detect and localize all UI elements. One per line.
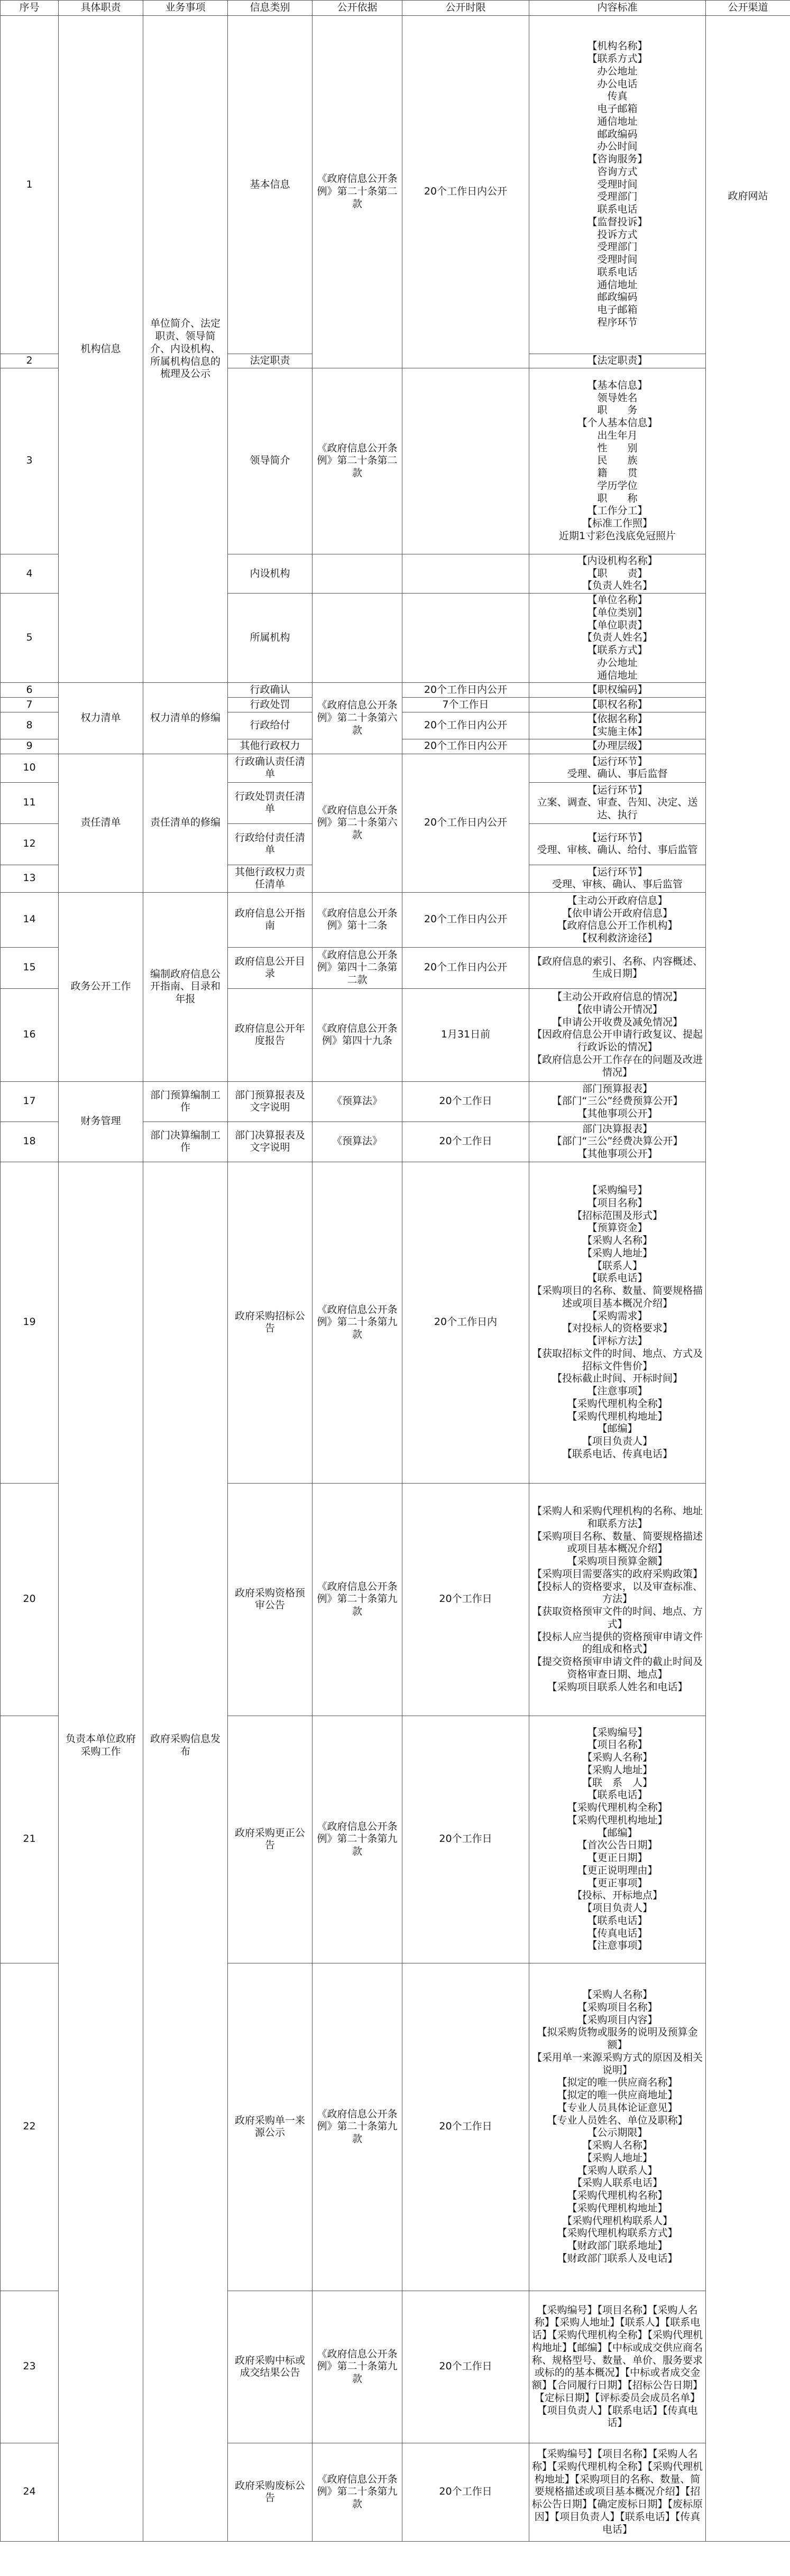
header-row xyxy=(1,1,790,16)
category-cell: 所属机构 xyxy=(228,594,313,683)
row-number: 17 xyxy=(1,1081,59,1122)
row-number: 24 xyxy=(1,2443,59,2541)
standard-line: 程序环节 xyxy=(597,316,638,328)
standard-line: 【采购人联系人】 xyxy=(577,2164,658,2176)
standard-line: 【获取资格预审文件的时间、地点、方式】 xyxy=(531,1606,703,1630)
row-number: 23 xyxy=(1,2291,59,2443)
standard-cell xyxy=(529,1081,706,1122)
standard-line: 通信地址 xyxy=(597,115,638,127)
standard-line: 【采购代理机构全称】 xyxy=(567,1802,668,1813)
standard-line: 立案、调查、审查、告知、决定、送达、执行 xyxy=(537,796,698,821)
standard-line: 部门预算报表】 xyxy=(582,1082,653,1095)
table-row xyxy=(1,683,790,698)
business-cell: 单位简介、法定职责、领导简介、内设机构、所属机构信息的梳理及公示 xyxy=(143,16,228,683)
basis-cell: 《政府信息公开条例》第二十条第九款 xyxy=(313,2291,402,2443)
standard-line: 受理部门 xyxy=(597,241,638,253)
row-number: 21 xyxy=(1,1716,59,1963)
standard-line: 【联系电话】 xyxy=(587,1789,648,1801)
standard-cell xyxy=(529,1483,706,1716)
deadline-cell: 20个工作日 xyxy=(402,1081,529,1122)
deadline-cell: 20个工作日 xyxy=(402,1483,529,1716)
category-cell: 行政确认责任清单 xyxy=(228,754,313,782)
standard-line: 【投标人应当提供的资格预审申请文件的组成和格式】 xyxy=(531,1630,703,1655)
row-number: 2 xyxy=(1,354,59,368)
standard-line: 【工作分工】 xyxy=(587,505,648,517)
standard-line: 【财政部门联系人及电话】 xyxy=(557,2252,678,2264)
standard-line: 办公地址 xyxy=(597,65,638,77)
standard-line: 办公时间 xyxy=(597,141,638,153)
standard-line: 【个人基本信息】 xyxy=(577,417,658,429)
row-number: 7 xyxy=(1,698,59,712)
standard-line: 【采购人名称】 xyxy=(582,1752,653,1763)
header-duty: 具体职责 xyxy=(59,1,143,16)
standard-line: 【单位类别】 xyxy=(587,606,648,618)
standard-line: 出生年月 xyxy=(597,429,638,441)
category-cell: 行政给付 xyxy=(228,712,313,739)
category-cell: 行政处罚责任清单 xyxy=(228,782,313,823)
duty-cell: 机构信息 xyxy=(59,16,143,683)
standard-line: 【采购人地址】 xyxy=(582,1764,653,1776)
standard-line: 【因政府信息公开申请行政复议、提起行政诉讼的情况】 xyxy=(531,1028,703,1053)
standard-line: 办公地址 xyxy=(597,656,638,669)
standard-cell xyxy=(529,354,706,368)
deadline-cell: 20个工作日内 xyxy=(402,1162,529,1483)
standard-line: 【单位名称】 xyxy=(587,594,648,606)
standard-line: 【职权名称】 xyxy=(587,698,648,710)
basis-cell: 《政府信息公开条例》第二十条第六款 xyxy=(313,683,402,754)
standard-line: 【传真电话】 xyxy=(587,1927,648,1939)
standard-line: 【公示期限】 xyxy=(587,2127,648,2139)
header-business: 业务事项 xyxy=(143,1,228,16)
row-number: 4 xyxy=(1,554,59,593)
basis-cell: 《政府信息公开条例》第四十二条第二款 xyxy=(313,947,402,988)
category-cell: 其他行政权力 xyxy=(228,739,313,754)
standard-line: 【投标人的资格要求，以及审查标准、方法】 xyxy=(531,1580,703,1605)
standard-cell xyxy=(529,754,706,782)
standard-cell xyxy=(529,739,706,754)
standard-line: 受理、审核、确认、事后监管 xyxy=(552,878,683,891)
basis-cell: 《预算法》 xyxy=(313,1081,402,1122)
row-number: 5 xyxy=(1,594,59,683)
standard-line: 电子邮箱 xyxy=(597,103,638,115)
standard-line: 【监督投诉】 xyxy=(587,216,648,228)
standard-line: 【采购项目预算金额】 xyxy=(567,1555,668,1568)
standard-line: 受理、确认、事后监督 xyxy=(567,768,668,780)
standard-line: 【依据名称】 xyxy=(587,713,648,725)
standard-line: 【采购项目内容】 xyxy=(577,2014,658,2026)
standard-line: 【负责人姓名】 xyxy=(582,632,653,644)
basis-cell: 《政府信息公开条例》第二十条第九款 xyxy=(313,1162,402,1483)
standard-line: 【部门“三公”经费决算公开】 xyxy=(552,1135,683,1147)
standard-cell xyxy=(529,782,706,823)
category-cell: 行政给付责任清单 xyxy=(228,823,313,865)
standard-cell xyxy=(529,698,706,712)
duty-cell: 负责本单位政府采购工作 xyxy=(59,1162,143,2541)
header-deadline: 公开时限 xyxy=(402,1,529,16)
standard-line: 受理时间 xyxy=(597,254,638,266)
standard-line: 联系电话 xyxy=(597,203,638,216)
standard-line: 【联 系 人】 xyxy=(582,1776,653,1789)
row-number: 19 xyxy=(1,1162,59,1483)
standard-line: 受理部门 xyxy=(597,191,638,203)
basis-cell xyxy=(313,554,402,593)
standard-line: 【其他事项公开】 xyxy=(577,1108,658,1120)
standard-cell xyxy=(529,712,706,739)
standard-line: 联系电话 xyxy=(597,266,638,278)
deadline-cell: 20个工作日 xyxy=(402,1716,529,1963)
standard-line: 【采购编号】【项目名称】【采购人名称】【采购人地址】【联系人】【联系电话】【采购代理机构全称】【采购代理机构地址】【邮编】【中标或成交供应商名称、规格型号、数量、单价、服务要求或标的的基本概况】【中标或者成交金额】【合同履行日期】【招标公告日期】【定标日期】【评标委员会成员名单】【项目负责人】【联系电话】【传真电话】 xyxy=(531,2304,703,2429)
standard-line: 籍 贯 xyxy=(597,467,638,479)
standard-line: 【申请公开收费及减免情况】 xyxy=(552,1016,683,1028)
standard-line: 【采购代理机构名称】 xyxy=(567,2190,668,2201)
standard-cell xyxy=(529,368,706,554)
category-cell: 部门决算报表及文字说明 xyxy=(228,1122,313,1162)
standard-line: 【采购项目需要落实的政府采购政策】 xyxy=(531,1568,703,1580)
standard-line: 受理时间 xyxy=(597,178,638,190)
standard-cell xyxy=(529,1716,706,1963)
deadline-cell: 7个工作日 xyxy=(402,698,529,712)
business-cell: 责任清单的修编 xyxy=(143,754,228,892)
standard-cell xyxy=(529,1122,706,1162)
deadline-cell xyxy=(402,554,529,593)
duty-cell: 责任清单 xyxy=(59,754,143,892)
standard-line: 【项目名称】 xyxy=(587,1197,648,1209)
standard-line: 【拟定的唯一供应商地址】 xyxy=(557,2089,678,2101)
category-cell: 政府采购中标或成交结果公告 xyxy=(228,2291,313,2443)
standard-cell xyxy=(529,823,706,865)
standard-line: 【更正事项】 xyxy=(587,1877,648,1889)
deadline-cell: 20个工作日 xyxy=(402,1963,529,2291)
standard-line: 【邮编】 xyxy=(597,1423,638,1435)
standard-cell xyxy=(529,16,706,354)
header-index: 序号 xyxy=(1,1,59,16)
standard-line: 【依申请公开情况】 xyxy=(572,1003,663,1015)
standard-line: 【联系人】 xyxy=(592,1259,642,1272)
standard-line: 通信地址 xyxy=(597,669,638,681)
standard-line: 【采购人名称】 xyxy=(582,1235,653,1246)
standard-line: 【机构名称】 xyxy=(587,40,648,52)
deadline-cell: 1月31日前 xyxy=(402,988,529,1081)
header-basis: 公开依据 xyxy=(313,1,402,16)
standard-line: 【项目名称】 xyxy=(587,1739,648,1751)
standard-line: 【采购代理机构联系方式】 xyxy=(557,2227,678,2239)
deadline-cell: 20个工作日 xyxy=(402,1122,529,1162)
deadline-cell: 20个工作日内公开 xyxy=(402,947,529,988)
row-number: 15 xyxy=(1,947,59,988)
category-cell: 政府采购废标公告 xyxy=(228,2443,313,2541)
header-standard: 内容标准 xyxy=(529,1,706,16)
standard-line: 【采购项目名称、数量、简要规格描述或项目基本概况介绍】 xyxy=(531,1530,703,1555)
standard-line: 【对投标人的资格要求】 xyxy=(562,1322,673,1335)
standard-line: 职 称 xyxy=(597,492,638,504)
standard-line: 【负责人姓名】 xyxy=(582,580,653,592)
standard-line: 传真 xyxy=(607,90,628,103)
standard-line: 受理、审核、确认、给付、事后监管 xyxy=(537,844,698,856)
standard-line: 【提交资格预审申请文件的截止时间及资格审查日期、地点】 xyxy=(531,1656,703,1680)
row-number: 22 xyxy=(1,1963,59,2291)
standard-line: 邮政编码 xyxy=(597,291,638,303)
standard-cell xyxy=(529,1963,706,2291)
standard-cell xyxy=(529,2443,706,2541)
standard-line: 【评标方法】 xyxy=(587,1335,648,1347)
standard-line: 【采购代理机构全称】 xyxy=(567,1397,668,1410)
row-number: 18 xyxy=(1,1122,59,1162)
deadline-cell: 20个工作日 xyxy=(402,2291,529,2443)
standard-line: 【实施主体】 xyxy=(587,726,648,737)
standard-line: 【项目负责人】 xyxy=(582,1902,653,1914)
basis-cell: 《政府信息公开条例》第十二条 xyxy=(313,892,402,947)
deadline-cell: 20个工作日内公开 xyxy=(402,16,529,368)
row-number: 16 xyxy=(1,988,59,1081)
standard-line: 【职权编码】 xyxy=(587,683,648,696)
deadline-cell: 20个工作日内公开 xyxy=(402,892,529,947)
category-cell: 法定职责 xyxy=(228,354,313,368)
standard-line: 【采购代理机构地址】 xyxy=(567,2202,668,2214)
business-cell: 编制政府信息公开指南、目录和年报 xyxy=(143,892,228,1081)
standard-line: 【预算资金】 xyxy=(587,1222,648,1234)
basis-cell: 《政府信息公开条例》第四十九条 xyxy=(313,988,402,1081)
basis-cell: 《政府信息公开条例》第二十条第九款 xyxy=(313,2443,402,2541)
row-number: 20 xyxy=(1,1483,59,1716)
standard-line: 【单位职责】 xyxy=(587,619,648,631)
standard-line: 【专业人员具体论证意见】 xyxy=(557,2101,678,2114)
business-cell: 部门决算编制工作 xyxy=(143,1122,228,1162)
standard-line: 【运行环节】 xyxy=(587,755,648,767)
basis-cell: 《政府信息公开条例》第二十条第二款 xyxy=(313,16,402,368)
standard-line: 【采购代理机构地址】 xyxy=(567,1410,668,1422)
standard-line: 【职 责】 xyxy=(587,567,648,579)
standard-line: 【拟采购货物或服务的说明及预算金额】 xyxy=(537,2026,698,2051)
standard-line: 【采购需求】 xyxy=(587,1310,648,1322)
duty-cell: 政务公开工作 xyxy=(59,892,143,1081)
standard-line: 【主动公开政府信息的情况】 xyxy=(552,991,683,1003)
standard-line: 【依申请公开政府信息】 xyxy=(562,907,673,919)
row-number: 6 xyxy=(1,683,59,698)
standard-cell xyxy=(529,1162,706,1483)
standard-line: 【采购项目名称】 xyxy=(577,2001,658,2013)
row-number: 3 xyxy=(1,368,59,554)
table-row xyxy=(1,16,790,354)
standard-line: 【专业人员姓名、单位及职称】 xyxy=(547,2114,688,2126)
deadline-cell xyxy=(402,594,529,683)
standard-line: 【首次公告日期】 xyxy=(577,1839,658,1851)
standard-line: 【更正说明理由】 xyxy=(577,1864,658,1876)
standard-line: 【联系电话】 xyxy=(587,1272,648,1284)
standard-line: 【法定职责】 xyxy=(587,355,648,366)
standard-line: 【采购项目的名称、数量、简要规格描述或项目基本概况介绍】 xyxy=(531,1285,703,1309)
standard-line: 【投标截止时间、开标时间】 xyxy=(552,1373,683,1385)
standard-line: 【基本信息】 xyxy=(587,379,648,391)
standard-line: 【政府信息公开工作机构】 xyxy=(557,920,678,932)
standard-line: 【联系电话】 xyxy=(587,1914,648,1926)
standard-line: 【采购编号】 xyxy=(587,1184,648,1196)
category-cell: 政府采购更正公告 xyxy=(228,1716,313,1963)
row-number: 1 xyxy=(1,16,59,354)
business-cell: 权力清单的修编 xyxy=(143,683,228,754)
basis-cell: 《预算法》 xyxy=(313,1122,402,1162)
category-cell: 行政确认 xyxy=(228,683,313,698)
deadline-cell: 20个工作日内公开 xyxy=(402,683,529,698)
standard-line: 性 别 xyxy=(597,442,638,454)
standard-line: 【招标范围及形式】 xyxy=(572,1209,663,1221)
standard-line: 部门决算报表】 xyxy=(582,1123,653,1135)
standard-line: 【联系方式】 xyxy=(587,644,648,656)
standard-line: 【采购人地址】 xyxy=(582,1247,653,1259)
standard-line: 投诉方式 xyxy=(597,228,638,240)
row-number: 9 xyxy=(1,739,59,754)
deadline-cell: 20个工作日内公开 xyxy=(402,739,529,754)
category-cell: 政府采购招标公告 xyxy=(228,1162,313,1483)
deadline-cell: 20个工作日 xyxy=(402,2443,529,2541)
category-cell: 政府采购单一来源公示 xyxy=(228,1963,313,2291)
standard-line: 电子邮箱 xyxy=(597,304,638,316)
table-row xyxy=(1,754,790,782)
standard-cell xyxy=(529,865,706,892)
standard-line: 【标准工作照】 xyxy=(582,517,653,530)
standard-line: 【其他事项公开】 xyxy=(577,1148,658,1160)
standard-line: 【运行环节】 xyxy=(587,831,648,844)
standard-line: 【更正日期】 xyxy=(587,1852,648,1864)
table-row xyxy=(1,892,790,947)
standard-cell xyxy=(529,947,706,988)
row-number: 14 xyxy=(1,892,59,947)
standard-line: 【采购项目联系人姓名和电话】 xyxy=(547,1681,688,1693)
standard-line: 【政府信息的索引、名称、内容概述、生成日期】 xyxy=(531,955,703,980)
row-number: 12 xyxy=(1,823,59,865)
standard-line: 【内设机构名称】 xyxy=(577,554,658,567)
standard-line: 通信地址 xyxy=(597,279,638,291)
basis-cell xyxy=(313,594,402,683)
standard-line: 【注意事项】 xyxy=(587,1940,648,1952)
standard-line: 【拟定的唯一供应商名称】 xyxy=(557,2077,678,2089)
standard-line: 【获取招标文件的时间、地点、方式及招标文件售价】 xyxy=(531,1347,703,1372)
category-cell: 政府信息公开指南 xyxy=(228,892,313,947)
duty-cell: 财务管理 xyxy=(59,1081,143,1162)
category-cell: 其他行政权力责任清单 xyxy=(228,865,313,892)
standard-line: 【政府信息公开工作存在的问题及改进情况】 xyxy=(531,1053,703,1078)
standard-line: 邮政编码 xyxy=(597,128,638,140)
business-cell: 部门预算编制工作 xyxy=(143,1081,228,1122)
deadline-cell: 20个工作日内公开 xyxy=(402,712,529,739)
category-cell: 政府信息公开年度报告 xyxy=(228,988,313,1081)
standard-line: 【采用单一来源采购方式的原因及相关说明】 xyxy=(531,2051,703,2076)
standard-cell xyxy=(529,594,706,683)
standard-line: 【采购人名称】 xyxy=(582,2139,653,2151)
row-number: 8 xyxy=(1,712,59,739)
row-number: 10 xyxy=(1,754,59,782)
standard-cell xyxy=(529,683,706,698)
deadline-cell xyxy=(402,368,529,554)
row-number: 13 xyxy=(1,865,59,892)
standard-cell xyxy=(529,554,706,593)
standard-cell xyxy=(529,2291,706,2443)
standard-line: 【运行环节】 xyxy=(587,784,648,796)
table-row xyxy=(1,1162,790,1483)
duty-cell: 权力清单 xyxy=(59,683,143,754)
channel-cell: 政府网站 xyxy=(706,16,790,2542)
standard-line: 【采购人和采购代理机构的名称、地址和联系方法】 xyxy=(531,1505,703,1530)
standard-line: 【采购编号】 xyxy=(587,1726,648,1738)
standard-line: 【采购人地址】 xyxy=(582,2152,653,2164)
standard-line: 近期1寸彩色浅底免冠照片 xyxy=(558,530,676,542)
standard-line: 【办理层级】 xyxy=(587,740,648,752)
basis-cell: 《政府信息公开条例》第二十条第九款 xyxy=(313,1716,402,1963)
standard-line: 【主动公开政府信息】 xyxy=(567,894,668,906)
standard-line: 【运行环节】 xyxy=(587,866,648,878)
category-cell: 行政处罚 xyxy=(228,698,313,712)
basis-cell: 《政府信息公开条例》第二十条第九款 xyxy=(313,1963,402,2291)
basis-cell: 《政府信息公开条例》第二十条第二款 xyxy=(313,368,402,554)
standard-line: 【项目负责人】 xyxy=(582,1435,653,1447)
standard-line: 【采购编号】【项目名称】【采购人名称】【采购代理机构全称】【采购代理机构地址】【采购项目的名称、数量、简要规格描述或项目基本概况介绍】【招标公告日期】【确定废标日期】【废标原因】【项目负责人】【联系电话】【传真电话】 xyxy=(531,2448,703,2535)
header-category: 信息类别 xyxy=(228,1,313,16)
standard-line: 【投标、开标地点】 xyxy=(572,1889,663,1902)
standard-line: 【采购代理机构联系人】 xyxy=(562,2214,673,2227)
standard-line: 咨询方式 xyxy=(597,165,638,178)
standard-line: 【采购代理机构地址】 xyxy=(567,1814,668,1826)
table-row xyxy=(1,1081,790,1122)
standard-cell xyxy=(529,988,706,1081)
category-cell: 政府信息公开目录 xyxy=(228,947,313,988)
standard-line: 【联系方式】 xyxy=(587,53,648,65)
standard-line: 学历学位 xyxy=(597,479,638,492)
standard-line: 【联系电话、传真电话】 xyxy=(562,1448,673,1460)
category-cell: 内设机构 xyxy=(228,554,313,593)
standard-line: 【注意事项】 xyxy=(587,1385,648,1397)
basis-cell: 《政府信息公开条例》第二十条第九款 xyxy=(313,1483,402,1716)
category-cell: 领导简介 xyxy=(228,368,313,554)
standard-line: 【权利救济途径】 xyxy=(577,932,658,944)
business-cell: 政府采购信息发布 xyxy=(143,1162,228,2541)
standard-line: 【部门“三公”经费预算公开】 xyxy=(552,1095,683,1107)
category-cell: 部门预算报表及文字说明 xyxy=(228,1081,313,1122)
standard-line: 职 务 xyxy=(597,404,638,416)
category-cell: 基本信息 xyxy=(228,16,313,354)
category-cell: 政府采购资格预审公告 xyxy=(228,1483,313,1716)
standard-line: 民 族 xyxy=(597,455,638,467)
basis-cell: 《政府信息公开条例》第二十条第六款 xyxy=(313,754,402,892)
standard-line: 【邮编】 xyxy=(597,1827,638,1839)
row-number: 11 xyxy=(1,782,59,823)
standard-line: 领导姓名 xyxy=(597,392,638,404)
standard-line: 【财政部门联系地址】 xyxy=(567,2240,668,2251)
standard-cell xyxy=(529,892,706,947)
standard-line: 办公电话 xyxy=(597,78,638,90)
standard-line: 【采购人名称】 xyxy=(582,1989,653,2000)
header-channel: 公开渠道 xyxy=(706,1,790,16)
deadline-cell: 20个工作日内公开 xyxy=(402,754,529,892)
standard-line: 【采购人联系电话】 xyxy=(572,2177,663,2189)
standard-line: 【咨询服务】 xyxy=(587,153,648,165)
